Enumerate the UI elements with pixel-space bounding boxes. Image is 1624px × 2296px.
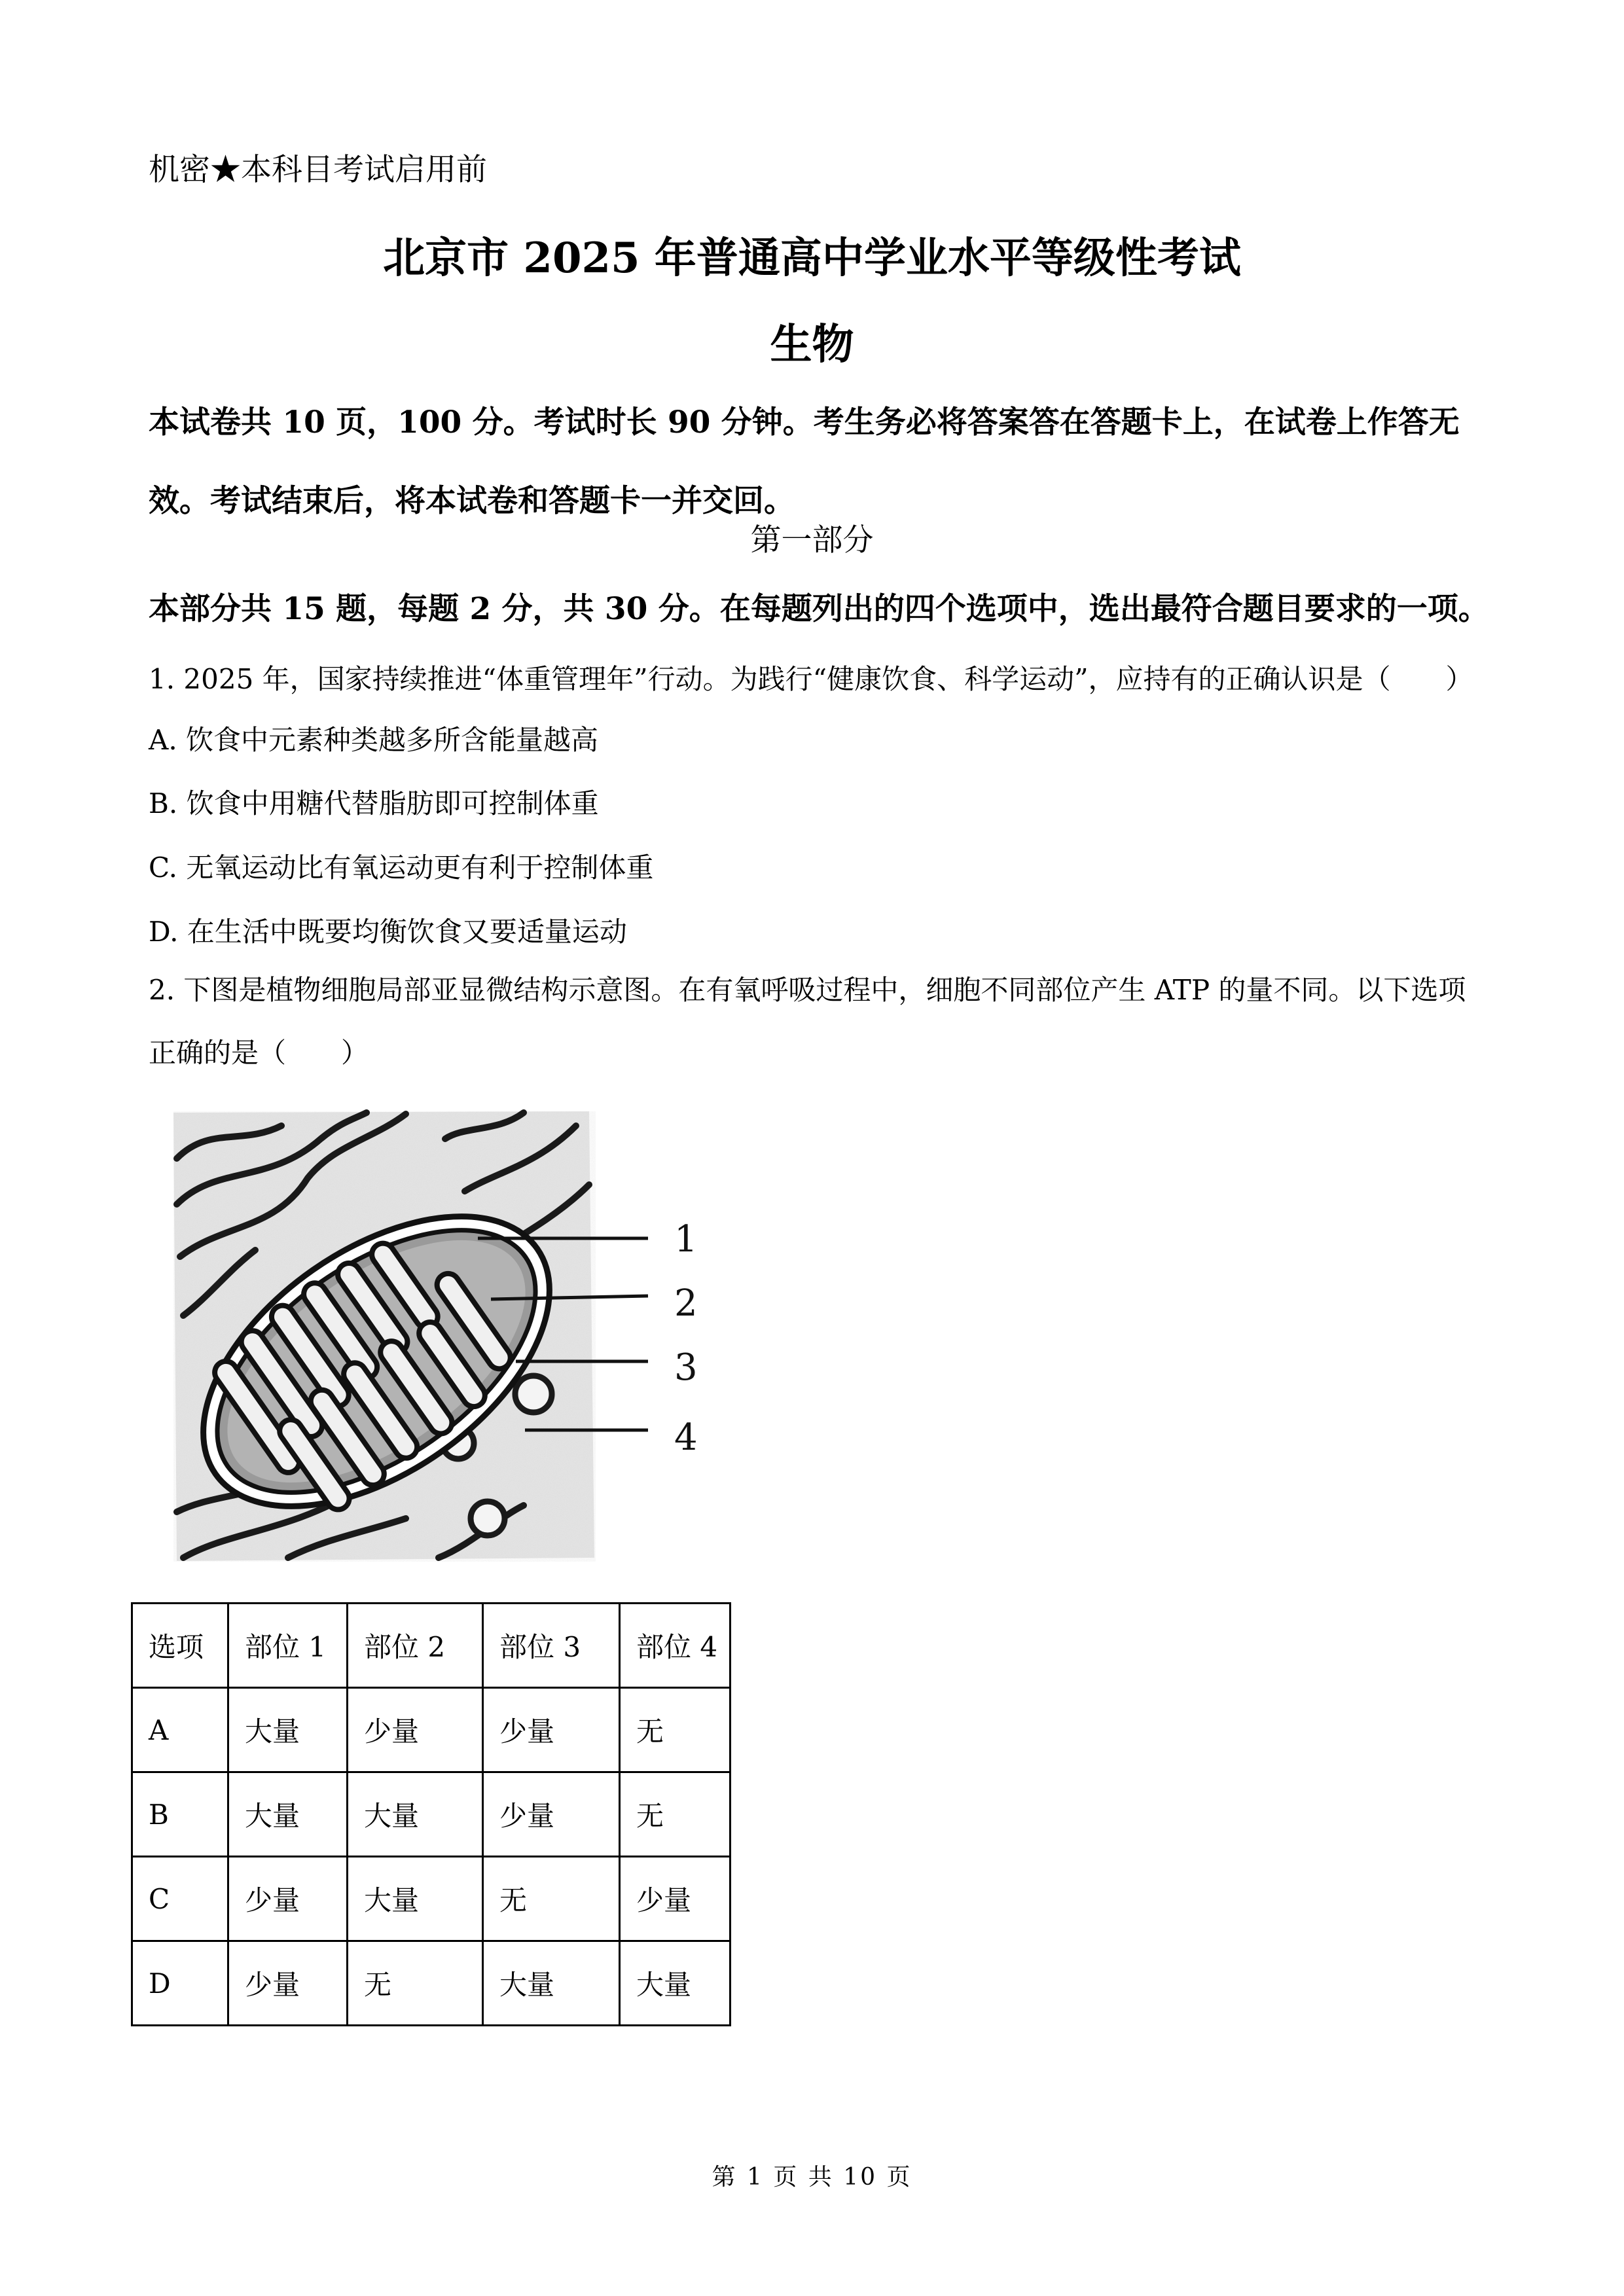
table-cell: C — [132, 1857, 228, 1941]
table-cell: 部位 4 — [620, 1604, 731, 1688]
label-2: 2 — [674, 1282, 698, 1325]
table-row — [132, 1857, 731, 1941]
vesicle — [515, 1376, 552, 1412]
table-cell: 大量 — [483, 1941, 620, 2026]
question-1-option-a: A. 饮食中元素种类越多所含能量越高 — [149, 724, 599, 756]
table-cell: 无 — [620, 1688, 731, 1772]
page-footer: 第 1 页 共 10 页 — [712, 2164, 912, 2191]
table-cell: 大量 — [620, 1941, 731, 2026]
table-cell: 部位 1 — [228, 1604, 348, 1688]
table-cell: 选项 — [132, 1604, 228, 1688]
table-cell: 无 — [348, 1941, 483, 2026]
table-cell: 大量 — [348, 1772, 483, 1857]
question-1-option-d: D. 在生活中既要均衡饮食又要适量运动 — [149, 916, 627, 948]
table-cell: 少量 — [228, 1857, 348, 1941]
question-1-option-c: C. 无氧运动比有氧运动更有利于控制体重 — [149, 852, 654, 884]
table-cell: 无 — [483, 1857, 620, 1941]
table-cell: 少量 — [483, 1772, 620, 1857]
table-cell: 少量 — [620, 1857, 731, 1941]
table-cell: A — [132, 1688, 228, 1772]
table-cell: 部位 3 — [483, 1604, 620, 1688]
question-2-table — [131, 1602, 731, 2026]
table-cell: 无 — [620, 1772, 731, 1857]
question-1-stem: 1. 2025 年，国家持续推进“体重管理年”行动。为践行“健康饮食、科学运动”，应持有的正确认识是（ ） — [149, 663, 1473, 695]
table-row — [132, 1688, 731, 1772]
exam-notice: 本试卷共 10 页，100 分。考试时长 90 分钟。考生务必将答案答在答题卡上，在试卷上作答无效。考试结束后，将本试卷和答题卡一并交回。 — [149, 404, 1460, 519]
table-cell: 大量 — [228, 1688, 348, 1772]
confidential-label: 机密★本科目考试启用前 — [149, 152, 487, 188]
table-row — [132, 1941, 731, 2026]
question-1-option-b: B. 饮食中用糖代替脂肪即可控制体重 — [149, 787, 599, 819]
table-cell: D — [132, 1941, 228, 2026]
label-4: 4 — [674, 1416, 698, 1459]
table-cell: 大量 — [228, 1772, 348, 1857]
subject-title: 生物 — [770, 320, 854, 369]
mitochondrion-diagram — [157, 1100, 733, 1571]
exam-title: 北京市 2025 年普通高中学业水平等级性考试 — [383, 234, 1241, 283]
question-2-stem: 2. 下图是植物细胞局部亚显微结构示意图。在有氧呼吸过程中，细胞不同部位产生 ATP 的量不同。以下选项正确的是（ ） — [149, 974, 1466, 1069]
table-cell: 部位 2 — [348, 1604, 483, 1688]
label-1: 1 — [674, 1218, 698, 1261]
table-row — [132, 1772, 731, 1857]
table-cell: 少量 — [348, 1688, 483, 1772]
vesicle — [471, 1501, 505, 1535]
label-3: 3 — [674, 1346, 698, 1389]
table-header-row — [132, 1604, 731, 1688]
table-cell: 少量 — [483, 1688, 620, 1772]
table-cell: 大量 — [348, 1857, 483, 1941]
part-title: 第一部分 — [750, 522, 874, 558]
table-cell: B — [132, 1772, 228, 1857]
part-instruction: 本部分共 15 题，每题 2 分，共 30 分。在每题列出的四个选项中，选出最符合题目要求的一项。 — [149, 591, 1489, 627]
table-cell: 少量 — [228, 1941, 348, 2026]
